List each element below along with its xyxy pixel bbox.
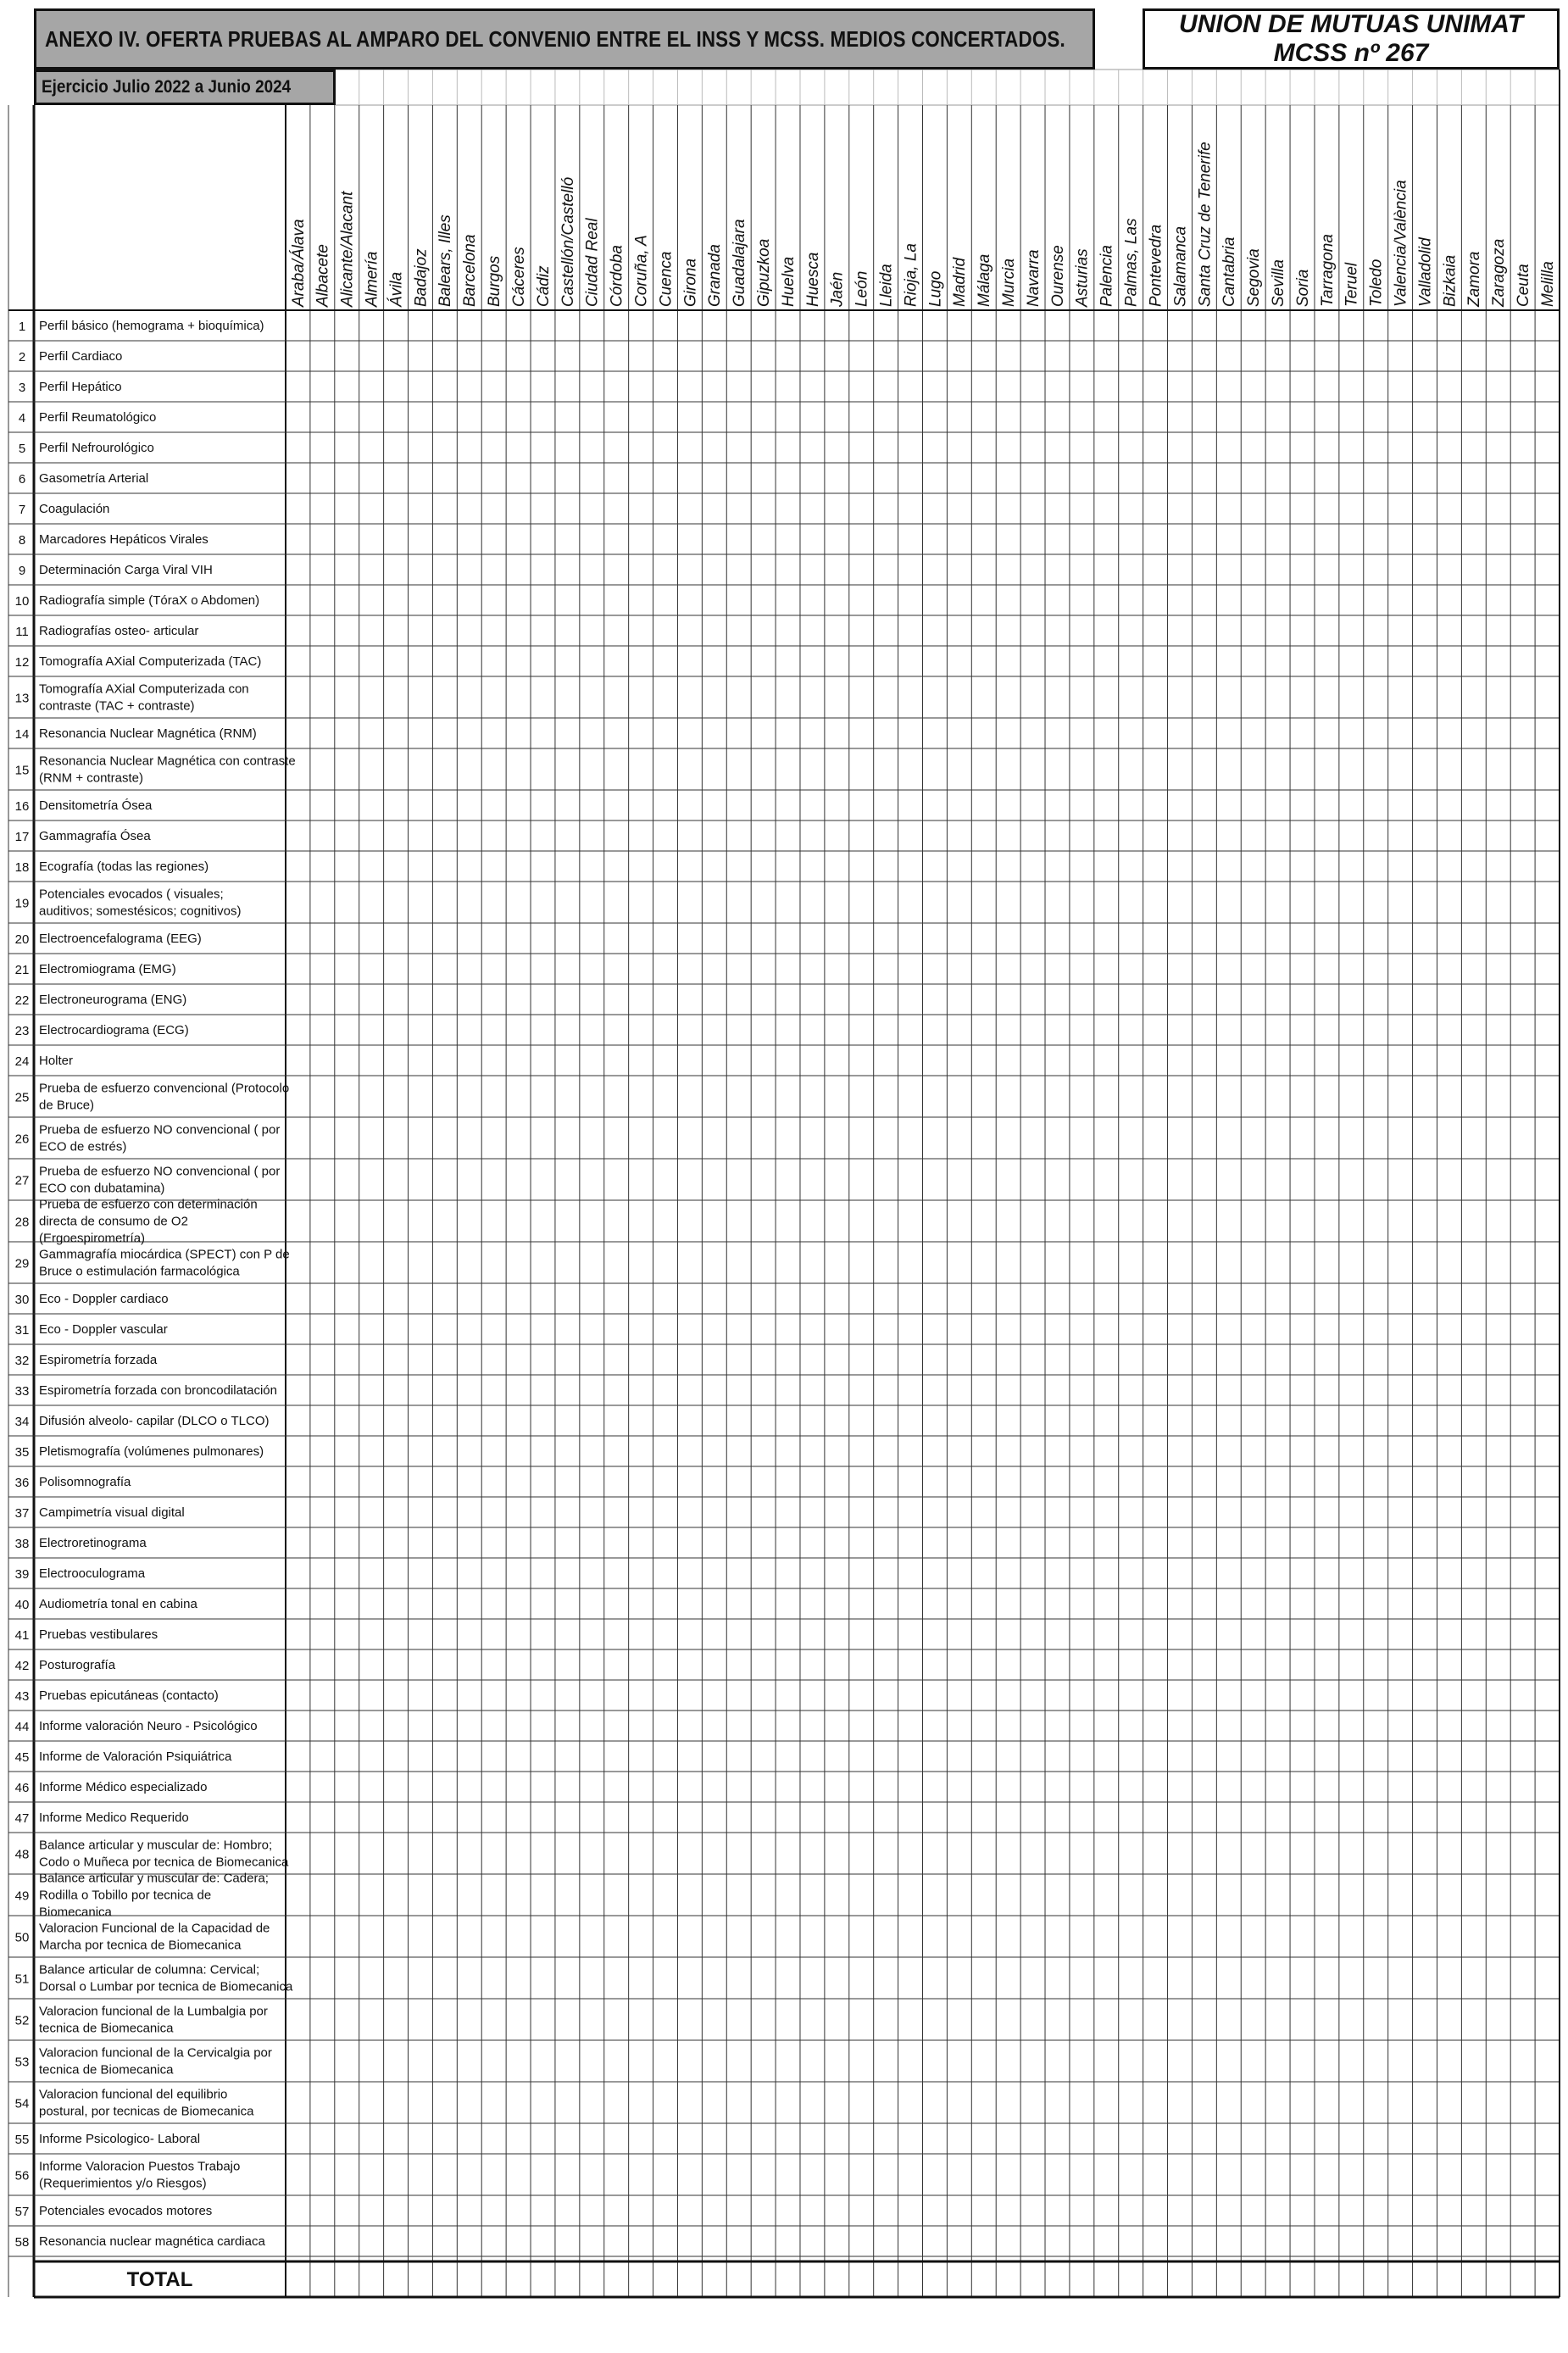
row-number: 44 (14, 1720, 30, 1734)
test-label-line: de Bruce) (39, 1098, 95, 1113)
row-number: 2 (18, 350, 26, 364)
test-label (39, 654, 261, 669)
row-number: 9 (18, 564, 26, 578)
province-header: Burgos (486, 255, 504, 307)
test-label (39, 1444, 264, 1459)
row-number: 32 (14, 1354, 30, 1368)
test-label-line: Pletismografía (volúmenes pulmonares) (39, 1444, 264, 1459)
province-header: Gipuzkoa (754, 238, 773, 307)
test-label (39, 1292, 169, 1306)
province-header: Castellón/Castelló (559, 176, 577, 307)
organization-box (1143, 8, 1560, 70)
row-number: 56 (14, 2168, 30, 2183)
test-label-line: Electroencefalograma (EEG) (39, 932, 202, 946)
province-header: Coruña, A (632, 235, 651, 307)
test-label (39, 380, 122, 394)
organization-name: UNION DE MUTUAS UNIMAT (1178, 10, 1524, 38)
test-label-line: Holter (39, 1054, 74, 1068)
province-header: Cantabria (1220, 236, 1239, 307)
test-label (39, 1963, 293, 1994)
test-label-line: Ecografía (todas las regiones) (39, 859, 209, 874)
test-label (39, 726, 257, 741)
test-label (39, 887, 241, 919)
test-label (39, 2204, 212, 2218)
test-label (39, 1749, 232, 1764)
row-number: 38 (14, 1537, 30, 1551)
test-label-line: Prueba de esfuerzo NO convencional ( por (39, 1122, 281, 1138)
row-number: 46 (14, 1781, 30, 1795)
row-number: 13 (14, 691, 30, 706)
test-label-line: Tomografía AXial Computerizada con (39, 681, 249, 697)
province-header: Salamanca (1171, 225, 1190, 307)
province-header: Santa Cruz de Tenerife (1196, 142, 1215, 307)
test-label-line: auditivos; somestésicos; cognitivos) (39, 904, 242, 919)
row-number: 55 (14, 2133, 30, 2147)
province-header: Segovia (1245, 248, 1264, 307)
row-number: 4 (18, 411, 26, 426)
row-number: 33 (14, 1384, 30, 1399)
row-number: 18 (14, 860, 30, 875)
province-header: Lugo (926, 270, 945, 307)
organization-number: MCSS nº 267 (1273, 39, 1429, 67)
test-label-line: Difusión alveolo- capilar (DLCO o TLCO) (39, 1414, 270, 1428)
test-label-line: postural, por tecnicas de Biomecanica (39, 2104, 254, 2119)
test-label (39, 859, 209, 874)
province-header: Palmas, Las (1122, 218, 1141, 307)
row-number: 57 (14, 2205, 30, 2219)
province-header: Zaragoza (1490, 238, 1509, 307)
test-label-line: Potenciales evocados motores (39, 2204, 213, 2218)
row-number: 41 (14, 1628, 30, 1643)
test-label-line: Prueba de esfuerzo NO convencional ( por (39, 1164, 281, 1179)
test-label-line: Electrocardiograma (ECG) (39, 1023, 189, 1037)
province-header: Pontevedra (1147, 224, 1165, 307)
test-label (39, 563, 213, 577)
row-number: 52 (14, 2013, 30, 2028)
test-label (39, 2160, 240, 2191)
row-number: 43 (14, 1689, 30, 1704)
province-header: Málaga (976, 253, 994, 307)
test-label-line: Informe Medico Requerido (39, 1811, 189, 1825)
test-label (39, 1658, 116, 1672)
row-number: 49 (14, 1889, 30, 1904)
province-header: Barcelona (461, 234, 480, 307)
test-label (39, 349, 122, 364)
row-number: 31 (14, 1323, 30, 1338)
row-number: 6 (18, 472, 26, 487)
row-number: 36 (14, 1476, 30, 1490)
test-label-line: Potenciales evocados ( visuales; (39, 887, 224, 902)
test-label-line: Electroretinograma (39, 1536, 147, 1550)
test-label-line: Determinación Carga Viral VIH (39, 563, 213, 577)
test-label-line: Informe valoración Neuro - Psicológico (39, 1719, 258, 1733)
row-number: 22 (14, 993, 30, 1008)
test-label-line: ECO con dubatamina) (39, 1181, 165, 1196)
province-header: Rioja, La (902, 243, 920, 307)
test-label (39, 1353, 158, 1367)
test-label-line: Perfil Reumatológico (39, 410, 157, 425)
row-number: 40 (14, 1598, 30, 1612)
test-label-line: Marcadores Hepáticos Virales (39, 532, 209, 547)
test-label-line: Rodilla o Tobillo por tecnica de (39, 1888, 212, 1903)
test-label (39, 1248, 290, 1279)
document-title-text: ANEXO IV. OFERTA PRUEBAS AL AMPARO DEL CONVENIO ENTRE EL INSS Y MCSS. MEDIOS CONCERTADOS. (45, 25, 1065, 52)
test-label (39, 993, 186, 1007)
row-number: 42 (14, 1659, 30, 1673)
row-number: 27 (14, 1173, 30, 1188)
province-header: Soria (1293, 269, 1312, 307)
test-label (39, 1198, 258, 1246)
province-header: Palencia (1098, 245, 1116, 307)
test-label-line: Balance articular y muscular de: Hombro; (39, 1838, 273, 1853)
test-label-line: Bruce o estimulación farmacológica (39, 1264, 240, 1279)
period-text: Ejercicio Julio 2022 a Junio 2024 (42, 77, 292, 97)
row-number: 58 (14, 2235, 30, 2250)
test-label (39, 1383, 277, 1398)
test-label-line: Informe Valoracion Puestos Trabajo (39, 2159, 241, 2174)
test-label (39, 410, 156, 425)
province-header: Valencia/València (1392, 180, 1410, 307)
row-number: 1 (18, 320, 26, 334)
row-number: 39 (14, 1567, 30, 1582)
row-number: 53 (14, 2055, 30, 2070)
test-label (39, 962, 176, 976)
test-label-line: Densitometría Ósea (39, 798, 153, 813)
test-label-line: Eco - Doppler vascular (39, 1322, 168, 1337)
test-label (39, 319, 264, 333)
row-number: 30 (14, 1293, 30, 1307)
row-number: 29 (14, 1256, 30, 1271)
test-label-line: Balance articular y muscular de: Cadera; (39, 1871, 269, 1886)
province-header: Asturias (1073, 248, 1092, 307)
province-header: Tarragona (1318, 234, 1337, 307)
province-header: Murcia (1000, 258, 1019, 307)
row-number: 54 (14, 2096, 30, 2111)
test-label (39, 1566, 146, 1581)
test-label (39, 624, 198, 638)
row-number: 12 (14, 655, 30, 670)
test-label-line: Informe Médico especializado (39, 1780, 208, 1794)
test-label-line: Prueba de esfuerzo con determinación (39, 1197, 258, 1212)
province-header: Albacete (314, 244, 332, 307)
test-label-line: Pruebas epicutáneas (contacto) (39, 1688, 219, 1703)
province-header: Teruel (1343, 262, 1361, 307)
test-label (39, 532, 209, 547)
test-label-line: Gammagrafía Ósea (39, 829, 151, 843)
test-label (39, 1054, 73, 1068)
row-number: 17 (14, 830, 30, 844)
total-label: TOTAL (126, 2268, 193, 2291)
test-label-line: Dorsal o Lumbar por tecnica de Biomecanica (39, 1979, 293, 1994)
row-number: 24 (14, 1054, 30, 1069)
row-number: 50 (14, 1930, 30, 1945)
test-label (39, 1505, 185, 1520)
province-header: Valladolid (1416, 237, 1435, 307)
row-number: 35 (14, 1445, 30, 1460)
row-number: 19 (14, 896, 30, 911)
province-header: Almería (363, 251, 381, 307)
test-label-line: Perfil Hepático (39, 380, 122, 394)
row-number: 7 (18, 503, 26, 517)
test-label-line: Prueba de esfuerzo convencional (Protocolo (39, 1081, 290, 1096)
test-label-line: Eco - Doppler cardiaco (39, 1292, 169, 1306)
row-number: 10 (14, 594, 30, 609)
test-label-line: Gammagrafía miocárdica (SPECT) con P de (39, 1247, 290, 1262)
province-header: Cáceres (509, 247, 528, 307)
test-label (39, 1811, 189, 1825)
test-label-line: Resonancia Nuclear Magnética con contraste (39, 754, 296, 769)
test-label (39, 502, 109, 516)
test-label (39, 754, 296, 786)
row-number: 48 (14, 1847, 30, 1862)
test-label-line: Radiografía simple (TóraX o Abdomen) (39, 593, 260, 608)
test-label-line: Perfil Cardiaco (39, 349, 123, 364)
test-label (39, 1082, 289, 1113)
test-label (39, 1780, 207, 1794)
province-header: Ceuta (1515, 264, 1533, 307)
province-header: Toledo (1367, 259, 1386, 307)
row-number: 28 (14, 1215, 30, 1230)
test-label (39, 1719, 258, 1733)
province-header: Balears, Illes (436, 214, 455, 307)
test-label-line: Pruebas vestibulares (39, 1627, 158, 1642)
test-label-line: Electromiograma (EMG) (39, 962, 176, 976)
test-label-line: Informe Psicologico- Laboral (39, 2132, 201, 2146)
test-label-line: Codo o Muñeca por tecnica de Biomecanica (39, 1855, 289, 1870)
province-header: Cádiz (534, 265, 553, 307)
test-label-line: Electroneurograma (ENG) (39, 993, 187, 1007)
province-header: Melilla (1538, 261, 1557, 307)
test-label-line: Perfil básico (hemograma + bioquímica) (39, 319, 264, 333)
province-header: Huelva (779, 256, 798, 307)
test-label (39, 1688, 219, 1703)
test-label (39, 1922, 270, 1953)
test-label (39, 682, 249, 714)
row-number: 8 (18, 533, 26, 548)
row-number: 21 (14, 963, 30, 977)
province-header: Guadalajara (731, 219, 749, 307)
period-label (34, 70, 336, 105)
test-label (39, 2132, 200, 2146)
province-header: Araba/Álava (289, 219, 308, 307)
test-label (39, 1165, 280, 1196)
row-number: 16 (14, 799, 30, 814)
test-label-line: Valoracion funcional de la Lumbalgia por (39, 2004, 268, 2019)
province-header: Badajoz (412, 248, 431, 307)
row-number: 45 (14, 1750, 30, 1765)
test-label-line: Espirometría forzada (39, 1353, 158, 1367)
test-label (39, 932, 202, 946)
test-label (39, 1475, 131, 1489)
province-header: Lleida (877, 264, 896, 307)
row-number: 37 (14, 1506, 30, 1521)
row-number: 26 (14, 1132, 30, 1147)
test-label (39, 1627, 158, 1642)
test-label (39, 2046, 272, 2078)
province-header: Jaén (828, 271, 847, 307)
test-label-line: Biomecanica (39, 1905, 112, 1920)
test-label (39, 1536, 147, 1550)
test-label (39, 2234, 265, 2249)
test-label-line: Informe de Valoración Psiquiátrica (39, 1749, 232, 1764)
province-header: Ávila (387, 271, 406, 307)
test-label (39, 471, 148, 486)
test-label (39, 593, 259, 608)
test-label-line: tecnica de Biomecanica (39, 2062, 174, 2078)
test-label-line: Espirometría forzada con broncodilatación (39, 1383, 277, 1398)
row-number: 34 (14, 1415, 30, 1429)
test-label-line: (Requerimientos y/o Riesgos) (39, 2176, 207, 2191)
test-label-line: tecnica de Biomecanica (39, 2021, 174, 2036)
province-header: Ourense (1048, 245, 1067, 307)
province-header: Navarra (1024, 249, 1043, 307)
test-label-line: Valoracion Funcional de la Capacidad de (39, 1921, 270, 1936)
test-label (39, 1123, 280, 1154)
row-number: 20 (14, 932, 30, 947)
test-label (39, 2088, 254, 2119)
province-header: León (853, 270, 871, 307)
row-number: 51 (14, 1972, 30, 1987)
document-title (34, 8, 1095, 70)
test-label-line: Tomografía AXial Computerizada (TAC) (39, 654, 262, 669)
province-header: Ciudad Real (583, 218, 602, 307)
test-label-line: Campimetría visual digital (39, 1505, 185, 1520)
test-label-line: Valoracion funcional del equilibrio (39, 2087, 228, 2102)
test-label (39, 1414, 270, 1428)
test-label (39, 829, 151, 843)
province-header: Sevilla (1269, 259, 1287, 307)
province-header: Huesca (803, 252, 822, 307)
province-header: Córdoba (608, 245, 626, 307)
province-header: Bizkaia (1441, 254, 1460, 307)
test-label-line: (RNM + contraste) (39, 770, 143, 786)
test-label-line: Audiometría tonal en cabina (39, 1597, 197, 1611)
test-label (39, 1838, 289, 1870)
test-label (39, 1322, 168, 1337)
test-label (39, 1597, 197, 1611)
test-label-line: Valoracion funcional de la Cervicalgia por (39, 2045, 272, 2061)
province-header: Zamora (1465, 251, 1484, 307)
province-header: Cuenca (657, 251, 676, 307)
test-label-line: Marcha por tecnica de Biomecanica (39, 1938, 242, 1953)
test-label (39, 1023, 189, 1037)
row-number: 3 (18, 381, 26, 395)
test-label-line: Balance articular de columna: Cervical; (39, 1962, 260, 1978)
test-label-line: Polisomnografía (39, 1475, 131, 1489)
test-label-line: ECO de estrés) (39, 1139, 127, 1154)
test-label-line: Coagulación (39, 502, 110, 516)
row-number: 14 (14, 727, 30, 742)
test-label (39, 1872, 269, 1920)
row-number: 23 (14, 1024, 30, 1038)
province-header: Girona (681, 258, 700, 307)
test-label-line: Perfil Nefrourológico (39, 441, 154, 455)
test-label (39, 441, 154, 455)
test-label-line: Electrooculograma (39, 1566, 146, 1581)
row-number: 25 (14, 1090, 30, 1105)
test-label-line: Resonancia nuclear magnética cardiaca (39, 2234, 265, 2249)
row-number: 47 (14, 1811, 30, 1826)
province-header: Granada (706, 244, 725, 307)
row-number: 11 (15, 625, 29, 639)
test-label-line: Radiografías osteo- articular (39, 624, 199, 638)
test-label-line: Posturografía (39, 1658, 116, 1672)
row-number: 15 (14, 763, 30, 778)
province-header: Alicante/Alacant (338, 191, 357, 307)
province-header: Madrid (951, 257, 970, 307)
test-label-line: Gasometría Arterial (39, 471, 149, 486)
test-label-line: contraste (TAC + contraste) (39, 698, 195, 714)
test-label (39, 798, 153, 813)
test-label (39, 2005, 268, 2036)
test-label-line: (Ergoespirometría) (39, 1231, 146, 1246)
test-label-line: Resonancia Nuclear Magnética (RNM) (39, 726, 257, 741)
test-label-line: directa de consumo de O2 (39, 1214, 188, 1229)
row-number: 5 (18, 442, 26, 456)
